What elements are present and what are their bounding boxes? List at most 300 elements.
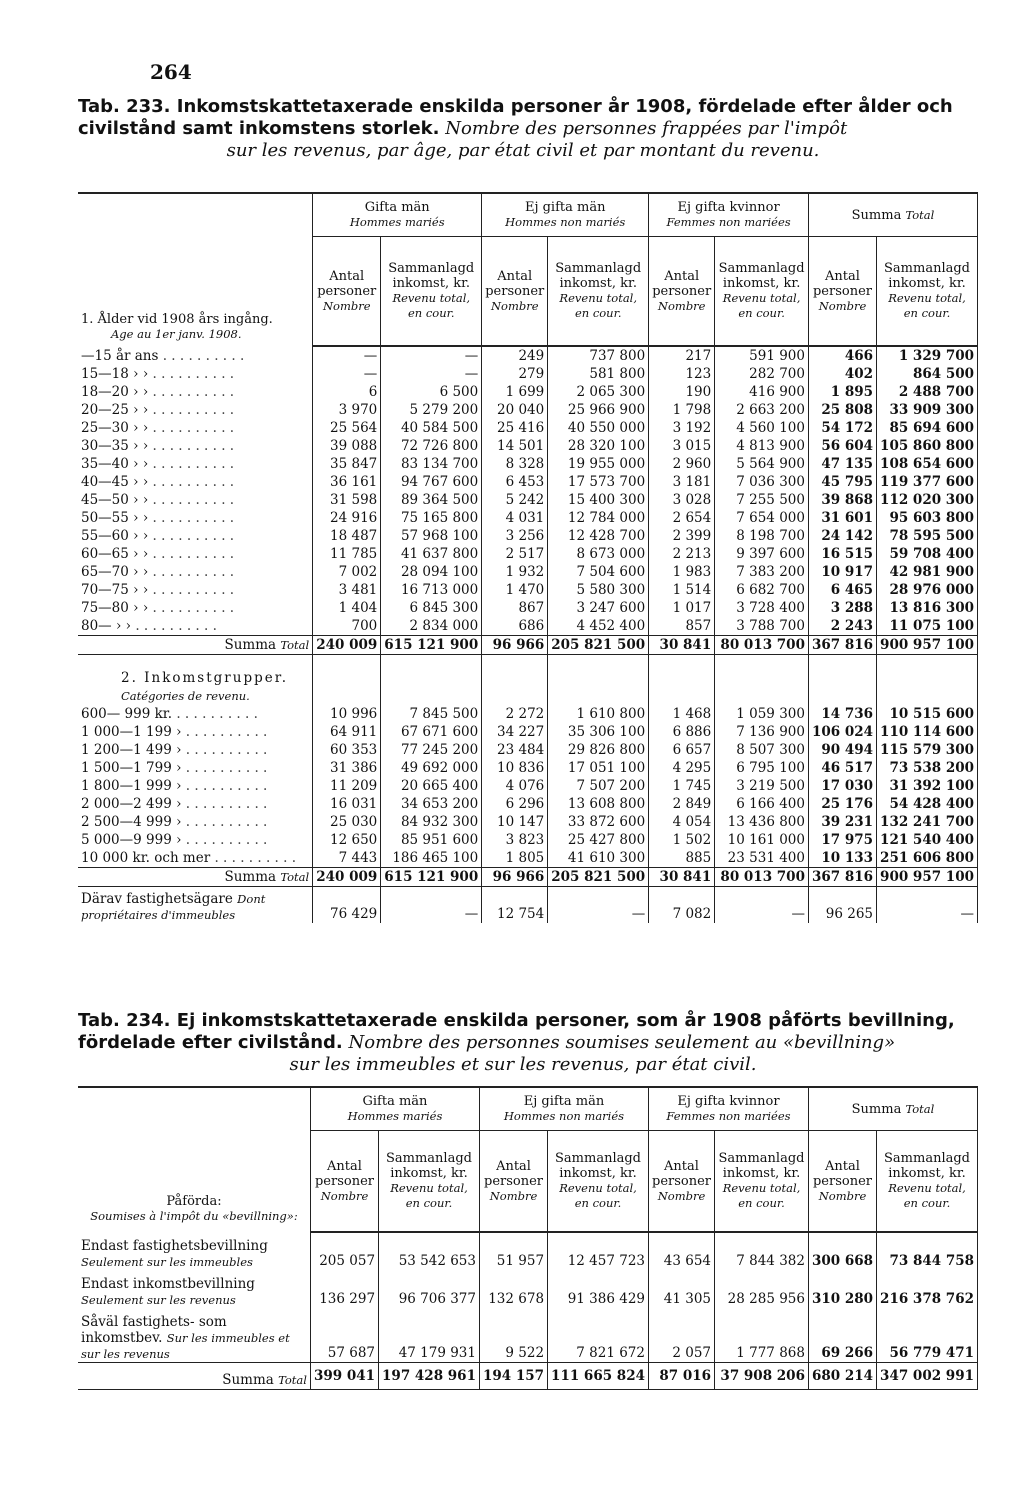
table-cell: 39 231 xyxy=(808,813,876,831)
table-cell: 54 428 400 xyxy=(877,795,978,813)
group-ej-gifta-kvinnor: Ej gifta kvinnor Femmes non mariées xyxy=(649,193,809,237)
row-label: Endast fastighetsbevillning Seulement sur les immeubles xyxy=(78,1232,310,1270)
col-antal: Antal personer Nombre xyxy=(310,1131,378,1233)
col-antal: Antal personer Nombre xyxy=(649,1131,715,1233)
table-cell: 300 668 xyxy=(808,1232,876,1270)
table-cell: 3 728 400 xyxy=(715,599,809,617)
summa-row-age: Summa Total 240 009 615 121 900 96 966 205 821 500 30 841 80 013 700 367 816 900 957 100 xyxy=(78,636,978,655)
table-cell: 3 028 xyxy=(649,491,715,509)
table-cell: 67 671 600 xyxy=(381,723,482,741)
table-row xyxy=(78,365,978,383)
col-inkomst: Sammanlagd inkomst, kr. Revenu total, en cour. xyxy=(381,237,482,347)
row-label: 80— › › . . . . . . . . . . xyxy=(78,617,313,636)
table-cell: 41 305 xyxy=(649,1270,715,1308)
table-cell: 25 808 xyxy=(808,401,876,419)
table-cell: 108 654 600 xyxy=(877,455,978,473)
tab233-title-fr: Nombre des personnes frappées par l'impôt xyxy=(445,118,848,139)
table-row xyxy=(78,741,978,759)
table-cell: 14 736 xyxy=(808,705,876,723)
row-label: 1 500—1 799 › . . . . . . . . . . xyxy=(78,759,313,777)
row-label: —15 år ans . . . . . . . . . . xyxy=(78,346,313,365)
table-cell: 13 436 800 xyxy=(715,813,809,831)
table-cell: 2 272 xyxy=(482,705,548,723)
table-cell: 3 247 600 xyxy=(548,599,649,617)
table-cell: 17 975 xyxy=(808,831,876,849)
table-cell: 3 192 xyxy=(649,419,715,437)
table-cell: 2 517 xyxy=(482,545,548,563)
table-cell: 7 844 382 xyxy=(715,1232,809,1270)
table-row xyxy=(78,419,978,437)
table-cell: 25 030 xyxy=(313,813,381,831)
table-cell: 7 443 xyxy=(313,849,381,868)
table-cell: 28 094 100 xyxy=(381,563,482,581)
table-cell: 4 452 400 xyxy=(548,617,649,636)
row-label: 20—25 › › . . . . . . . . . . xyxy=(78,401,313,419)
table-cell: 136 297 xyxy=(310,1270,378,1308)
table-cell: 6 296 xyxy=(482,795,548,813)
table-cell: 46 517 xyxy=(808,759,876,777)
row-label: 2 500—4 999 › . . . . . . . . . . xyxy=(78,813,313,831)
table-cell: 121 540 400 xyxy=(877,831,978,849)
table-row xyxy=(78,795,978,813)
table-cell: 6 682 700 xyxy=(715,581,809,599)
table-row xyxy=(78,599,978,617)
table-cell: 2 399 xyxy=(649,527,715,545)
tab234-title-fr: Nombre des personnes soumises seulement au «bevillning» xyxy=(348,1032,896,1053)
table-cell: 5 242 xyxy=(482,491,548,509)
table-cell: 591 900 xyxy=(715,346,809,365)
group-ej-gifta-man: Ej gifta män Hommes non mariés xyxy=(482,193,649,237)
row-label: 35—40 › › . . . . . . . . . . xyxy=(78,455,313,473)
table-cell: 23 531 400 xyxy=(715,849,809,868)
table-row xyxy=(78,437,978,455)
table-cell: 40 550 000 xyxy=(548,419,649,437)
table-cell: 7 036 300 xyxy=(715,473,809,491)
table-cell: 885 xyxy=(649,849,715,868)
tab234-title xyxy=(78,1010,968,1076)
table-row xyxy=(78,759,978,777)
tab233-table xyxy=(78,192,978,923)
table-cell: 36 161 xyxy=(313,473,381,491)
table-row xyxy=(78,705,978,723)
table-cell: 9 522 xyxy=(479,1308,547,1363)
table-cell: 2 654 xyxy=(649,509,715,527)
row-label: 75—80 › › . . . . . . . . . . xyxy=(78,599,313,617)
table-cell: 4 295 xyxy=(649,759,715,777)
table-cell: 3 181 xyxy=(649,473,715,491)
table-cell: 1 610 800 xyxy=(548,705,649,723)
table-cell: 16 713 000 xyxy=(381,581,482,599)
table-cell: 1 699 xyxy=(482,383,548,401)
table-cell: 4 031 xyxy=(482,509,548,527)
table-row xyxy=(78,849,978,868)
table-cell: 3 219 500 xyxy=(715,777,809,795)
table-cell: 7 654 000 xyxy=(715,509,809,527)
table-cell: 466 xyxy=(808,346,876,365)
col-inkomst: Sammanlagd inkomst, kr. Revenu total, en cour. xyxy=(715,237,809,347)
table-cell: 18 487 xyxy=(313,527,381,545)
table-cell: 9 397 600 xyxy=(715,545,809,563)
table-cell: 2 243 xyxy=(808,617,876,636)
table-cell: 4 054 xyxy=(649,813,715,831)
section1-label-fr: Age au 1er janv. 1908. xyxy=(111,327,242,341)
table-cell: 2 663 200 xyxy=(715,401,809,419)
table-cell: 47 179 931 xyxy=(379,1308,480,1363)
table-cell: — xyxy=(313,346,381,365)
table-cell: 4 560 100 xyxy=(715,419,809,437)
table-cell: 39 868 xyxy=(808,491,876,509)
table-cell: 6 845 300 xyxy=(381,599,482,617)
row-label: 50—55 › › . . . . . . . . . . xyxy=(78,509,313,527)
table-row xyxy=(78,527,978,545)
table-cell: 59 708 400 xyxy=(877,545,978,563)
table-cell: 8 507 300 xyxy=(715,741,809,759)
table-cell: 11 785 xyxy=(313,545,381,563)
table-cell: 84 932 300 xyxy=(381,813,482,831)
table-cell: 53 542 653 xyxy=(379,1232,480,1270)
table-cell: 1 745 xyxy=(649,777,715,795)
table-cell: 105 860 800 xyxy=(877,437,978,455)
table-cell: 110 114 600 xyxy=(877,723,978,741)
row-label: 55—60 › › . . . . . . . . . . xyxy=(78,527,313,545)
table-cell: 2 834 000 xyxy=(381,617,482,636)
table-cell: 186 465 100 xyxy=(381,849,482,868)
table-cell: 867 xyxy=(482,599,548,617)
col-antal: Antal personer Nombre xyxy=(649,237,715,347)
table-cell: 3 288 xyxy=(808,599,876,617)
table-row xyxy=(78,831,978,849)
table-cell: 49 692 000 xyxy=(381,759,482,777)
row-label: 1 000—1 199 › . . . . . . . . . . xyxy=(78,723,313,741)
table-cell: 16 515 xyxy=(808,545,876,563)
table-cell: 7 136 900 xyxy=(715,723,809,741)
table-cell: 12 428 700 xyxy=(548,527,649,545)
table-cell: 24 916 xyxy=(313,509,381,527)
table-cell: 91 386 429 xyxy=(548,1270,649,1308)
table-cell: 1 777 868 xyxy=(715,1308,809,1363)
table-cell: 13 608 800 xyxy=(548,795,649,813)
table-cell: 31 598 xyxy=(313,491,381,509)
table-cell: 13 816 300 xyxy=(877,599,978,617)
page-number: 264 xyxy=(150,60,192,84)
table-cell: 25 427 800 xyxy=(548,831,649,849)
table-cell: 1 932 xyxy=(482,563,548,581)
table-cell: 56 604 xyxy=(808,437,876,455)
table-row xyxy=(78,723,978,741)
table-cell: 132 241 700 xyxy=(877,813,978,831)
table-row xyxy=(78,1232,978,1270)
table-cell: 132 678 xyxy=(479,1270,547,1308)
table-cell: 41 637 800 xyxy=(381,545,482,563)
table-cell: 1 404 xyxy=(313,599,381,617)
table-cell: 28 976 000 xyxy=(877,581,978,599)
table-cell: 23 484 xyxy=(482,741,548,759)
table-cell: 47 135 xyxy=(808,455,876,473)
table-cell: 7 002 xyxy=(313,563,381,581)
row-label: 1 200—1 499 › . . . . . . . . . . xyxy=(78,741,313,759)
row-label: 40—45 › › . . . . . . . . . . xyxy=(78,473,313,491)
table-cell: 10 133 xyxy=(808,849,876,868)
table-cell: 29 826 800 xyxy=(548,741,649,759)
table-cell: 12 457 723 xyxy=(548,1232,649,1270)
table-cell: 31 386 xyxy=(313,759,381,777)
row-label: 18—20 › › . . . . . . . . . . xyxy=(78,383,313,401)
table-cell: 7 845 500 xyxy=(381,705,482,723)
table-cell: 7 255 500 xyxy=(715,491,809,509)
table-cell: 78 595 500 xyxy=(877,527,978,545)
table-cell: 10 996 xyxy=(313,705,381,723)
tab234-title-fr-2: sur les immeubles et sur les revenus, par état civil. xyxy=(289,1054,757,1075)
table-cell: 73 538 200 xyxy=(877,759,978,777)
table-cell: 6 657 xyxy=(649,741,715,759)
table-cell: 25 176 xyxy=(808,795,876,813)
table-cell: 40 584 500 xyxy=(381,419,482,437)
table-cell: 1 017 xyxy=(649,599,715,617)
table-cell: 7 821 672 xyxy=(548,1308,649,1363)
table-cell: 19 955 000 xyxy=(548,455,649,473)
table-cell: 31 392 100 xyxy=(877,777,978,795)
table-cell: 94 767 600 xyxy=(381,473,482,491)
table-cell: 10 836 xyxy=(482,759,548,777)
table-cell: 11 209 xyxy=(313,777,381,795)
table-cell: 1 798 xyxy=(649,401,715,419)
table-cell: 4 813 900 xyxy=(715,437,809,455)
table-cell: 77 245 200 xyxy=(381,741,482,759)
col-antal: Antal personer Nombre xyxy=(313,237,381,347)
tab234-title-sv: Tab. 234. Ej inkomstskattetaxerade enskilda personer, som år 1908 påförts bevillning, fördelade efter civilstånd. xyxy=(78,1010,955,1053)
table-cell: 10 515 600 xyxy=(877,705,978,723)
table-row xyxy=(78,563,978,581)
table-cell: 7 383 200 xyxy=(715,563,809,581)
table-cell: 700 xyxy=(313,617,381,636)
row-label: Såväl fastighets- som inkomstbev. Sur les immeubles et sur les revenus xyxy=(78,1308,310,1363)
table-cell: 3 788 700 xyxy=(715,617,809,636)
table-cell: 5 580 300 xyxy=(548,581,649,599)
row-label: Endast inkomstbevillning Seulement sur les revenus xyxy=(78,1270,310,1308)
table-cell: 15 400 300 xyxy=(548,491,649,509)
table-cell: 2 057 xyxy=(649,1308,715,1363)
table-cell: 1 805 xyxy=(482,849,548,868)
table-cell: 279 xyxy=(482,365,548,383)
table-row xyxy=(78,1308,978,1363)
table-cell: 25 416 xyxy=(482,419,548,437)
table-cell: 17 573 700 xyxy=(548,473,649,491)
col-inkomst: Sammanlagd inkomst, kr. Revenu total, en cour. xyxy=(715,1131,809,1233)
table-cell: 5 279 200 xyxy=(381,401,482,419)
section2-header: 2. Inkomstgrupper. Catégories de revenu. xyxy=(78,655,978,706)
table-cell: — xyxy=(381,346,482,365)
table-cell: 416 900 xyxy=(715,383,809,401)
owners-row: Därav fastighetsägare Dont propriétaires d'immeubles 76 429 — 12 754 — 7 082 — 96 265 — xyxy=(78,887,978,924)
table-cell: 8 328 xyxy=(482,455,548,473)
table-cell: 10 917 xyxy=(808,563,876,581)
table-cell: 1 329 700 xyxy=(877,346,978,365)
table-row xyxy=(78,1270,978,1308)
col-inkomst: Sammanlagd inkomst, kr. Revenu total, en cour. xyxy=(877,1131,978,1233)
col-inkomst: Sammanlagd inkomst, kr. Revenu total, en cour. xyxy=(877,237,978,347)
table-cell: 75 165 800 xyxy=(381,509,482,527)
table-cell: 3 970 xyxy=(313,401,381,419)
tab233-title xyxy=(78,96,968,162)
table-cell: 8 198 700 xyxy=(715,527,809,545)
table-cell: 60 353 xyxy=(313,741,381,759)
table-row xyxy=(78,401,978,419)
table-cell: 3 481 xyxy=(313,581,381,599)
table-row xyxy=(78,813,978,831)
table-cell: 73 844 758 xyxy=(877,1232,978,1270)
table-cell: 25 966 900 xyxy=(548,401,649,419)
table-cell: 64 911 xyxy=(313,723,381,741)
table-cell: 686 xyxy=(482,617,548,636)
table-cell: 581 800 xyxy=(548,365,649,383)
table-cell: 115 579 300 xyxy=(877,741,978,759)
table-cell: 10 147 xyxy=(482,813,548,831)
table-cell: 1 468 xyxy=(649,705,715,723)
table-cell: 17 051 100 xyxy=(548,759,649,777)
table-cell: 857 xyxy=(649,617,715,636)
table-cell: 85 951 600 xyxy=(381,831,482,849)
table-cell: 112 020 300 xyxy=(877,491,978,509)
table-cell: 89 364 500 xyxy=(381,491,482,509)
table-cell: 95 603 800 xyxy=(877,509,978,527)
table-row xyxy=(78,509,978,527)
table-cell: 2 960 xyxy=(649,455,715,473)
table-cell: 28 320 100 xyxy=(548,437,649,455)
table-cell: — xyxy=(381,365,482,383)
table-cell: 402 xyxy=(808,365,876,383)
tab234-table xyxy=(78,1086,978,1390)
table-cell: 4 076 xyxy=(482,777,548,795)
table-cell: 24 142 xyxy=(808,527,876,545)
table-cell: 2 849 xyxy=(649,795,715,813)
group-ej-gifta-kvinnor: Ej gifta kvinnor Femmes non mariées xyxy=(649,1087,809,1131)
row-label: 60—65 › › . . . . . . . . . . xyxy=(78,545,313,563)
table-cell: 864 500 xyxy=(877,365,978,383)
tab233-stub-header xyxy=(78,193,313,346)
table-cell: 217 xyxy=(649,346,715,365)
table-cell: 2 065 300 xyxy=(548,383,649,401)
table-cell: 33 909 300 xyxy=(877,401,978,419)
table-cell: 1 514 xyxy=(649,581,715,599)
table-cell: 1 059 300 xyxy=(715,705,809,723)
table-cell: 310 280 xyxy=(808,1270,876,1308)
table-cell: 6 453 xyxy=(482,473,548,491)
row-label: 25—30 › › . . . . . . . . . . xyxy=(78,419,313,437)
table-cell: 69 266 xyxy=(808,1308,876,1363)
table-cell: 10 161 000 xyxy=(715,831,809,849)
group-gifta-man: Gifta män Hommes mariés xyxy=(310,1087,479,1131)
table-cell: 35 847 xyxy=(313,455,381,473)
table-cell: 14 501 xyxy=(482,437,548,455)
table-cell: 72 726 800 xyxy=(381,437,482,455)
table-row xyxy=(78,491,978,509)
row-label: 45—50 › › . . . . . . . . . . xyxy=(78,491,313,509)
row-label: 70—75 › › . . . . . . . . . . xyxy=(78,581,313,599)
table-cell: 3 015 xyxy=(649,437,715,455)
table-cell: 33 872 600 xyxy=(548,813,649,831)
col-antal: Antal personer Nombre xyxy=(808,1131,876,1233)
table-cell: 2 488 700 xyxy=(877,383,978,401)
table-cell: 90 494 xyxy=(808,741,876,759)
section1-label: 1. Ålder vid 1908 års ingång. xyxy=(81,312,273,327)
table-cell: 1 470 xyxy=(482,581,548,599)
table-row xyxy=(78,383,978,401)
table-cell: 34 227 xyxy=(482,723,548,741)
table-cell: 6 xyxy=(313,383,381,401)
table-row xyxy=(78,617,978,636)
table-cell: 43 654 xyxy=(649,1232,715,1270)
table-cell: 5 564 900 xyxy=(715,455,809,473)
table-cell: 2 213 xyxy=(649,545,715,563)
table-cell: 123 xyxy=(649,365,715,383)
table-cell: 1 895 xyxy=(808,383,876,401)
table-row xyxy=(78,581,978,599)
table-cell: 31 601 xyxy=(808,509,876,527)
col-inkomst: Sammanlagd inkomst, kr. Revenu total, en cour. xyxy=(548,237,649,347)
table-cell: 54 172 xyxy=(808,419,876,437)
table-cell: 205 057 xyxy=(310,1232,378,1270)
table-cell: 34 653 200 xyxy=(381,795,482,813)
table-cell: 6 465 xyxy=(808,581,876,599)
col-antal: Antal personer Nombre xyxy=(479,1131,547,1233)
table-cell: 83 134 700 xyxy=(381,455,482,473)
table-cell: 25 564 xyxy=(313,419,381,437)
row-label: 10 000 kr. och mer . . . . . . . . . . xyxy=(78,849,313,868)
table-cell: 12 650 xyxy=(313,831,381,849)
table-cell: 20 040 xyxy=(482,401,548,419)
table-cell: 28 285 956 xyxy=(715,1270,809,1308)
col-antal: Antal personer Nombre xyxy=(808,237,876,347)
row-label: 1 800—1 999 › . . . . . . . . . . xyxy=(78,777,313,795)
table-cell: 39 088 xyxy=(313,437,381,455)
table-cell: 51 957 xyxy=(479,1232,547,1270)
table-row xyxy=(78,455,978,473)
tab234-summa-row: Summa Total 399 041 197 428 961 194 157 111 665 824 87 016 37 908 206 680 214 347 002 991 xyxy=(78,1363,978,1390)
table-cell: 216 378 762 xyxy=(877,1270,978,1308)
table-cell: 41 610 300 xyxy=(548,849,649,868)
table-cell: 7 504 600 xyxy=(548,563,649,581)
table-cell: 35 306 100 xyxy=(548,723,649,741)
table-cell: 3 823 xyxy=(482,831,548,849)
table-row xyxy=(78,777,978,795)
table-cell: 282 700 xyxy=(715,365,809,383)
row-label: 5 000—9 999 › . . . . . . . . . . xyxy=(78,831,313,849)
tab233-title-sv: Tab. 233. Inkomstskattetaxerade enskilda personer år 1908, fördelade efter ålder och civilstånd samt inkomstens storlek. xyxy=(78,96,953,139)
col-antal: Antal personer Nombre xyxy=(482,237,548,347)
table-cell: 16 031 xyxy=(313,795,381,813)
table-cell: 12 784 000 xyxy=(548,509,649,527)
row-label: 2 000—2 499 › . . . . . . . . . . xyxy=(78,795,313,813)
table-cell: 11 075 100 xyxy=(877,617,978,636)
group-summa: Summa Total xyxy=(808,193,977,237)
table-cell: 119 377 600 xyxy=(877,473,978,491)
table-row xyxy=(78,473,978,491)
table-cell: 106 024 xyxy=(808,723,876,741)
table-cell: 8 673 000 xyxy=(548,545,649,563)
row-label: 30—35 › › . . . . . . . . . . xyxy=(78,437,313,455)
table-cell: 1 502 xyxy=(649,831,715,849)
table-cell: 1 983 xyxy=(649,563,715,581)
table-cell: 251 606 800 xyxy=(877,849,978,868)
col-inkomst: Sammanlagd inkomst, kr. Revenu total, en cour. xyxy=(379,1131,480,1233)
table-cell: 42 981 900 xyxy=(877,563,978,581)
row-label: 15—18 › › . . . . . . . . . . xyxy=(78,365,313,383)
table-cell: 737 800 xyxy=(548,346,649,365)
table-cell: 17 030 xyxy=(808,777,876,795)
table-cell: 57 687 xyxy=(310,1308,378,1363)
table-row xyxy=(78,346,978,365)
col-inkomst: Sammanlagd inkomst, kr. Revenu total, en cour. xyxy=(548,1131,649,1233)
